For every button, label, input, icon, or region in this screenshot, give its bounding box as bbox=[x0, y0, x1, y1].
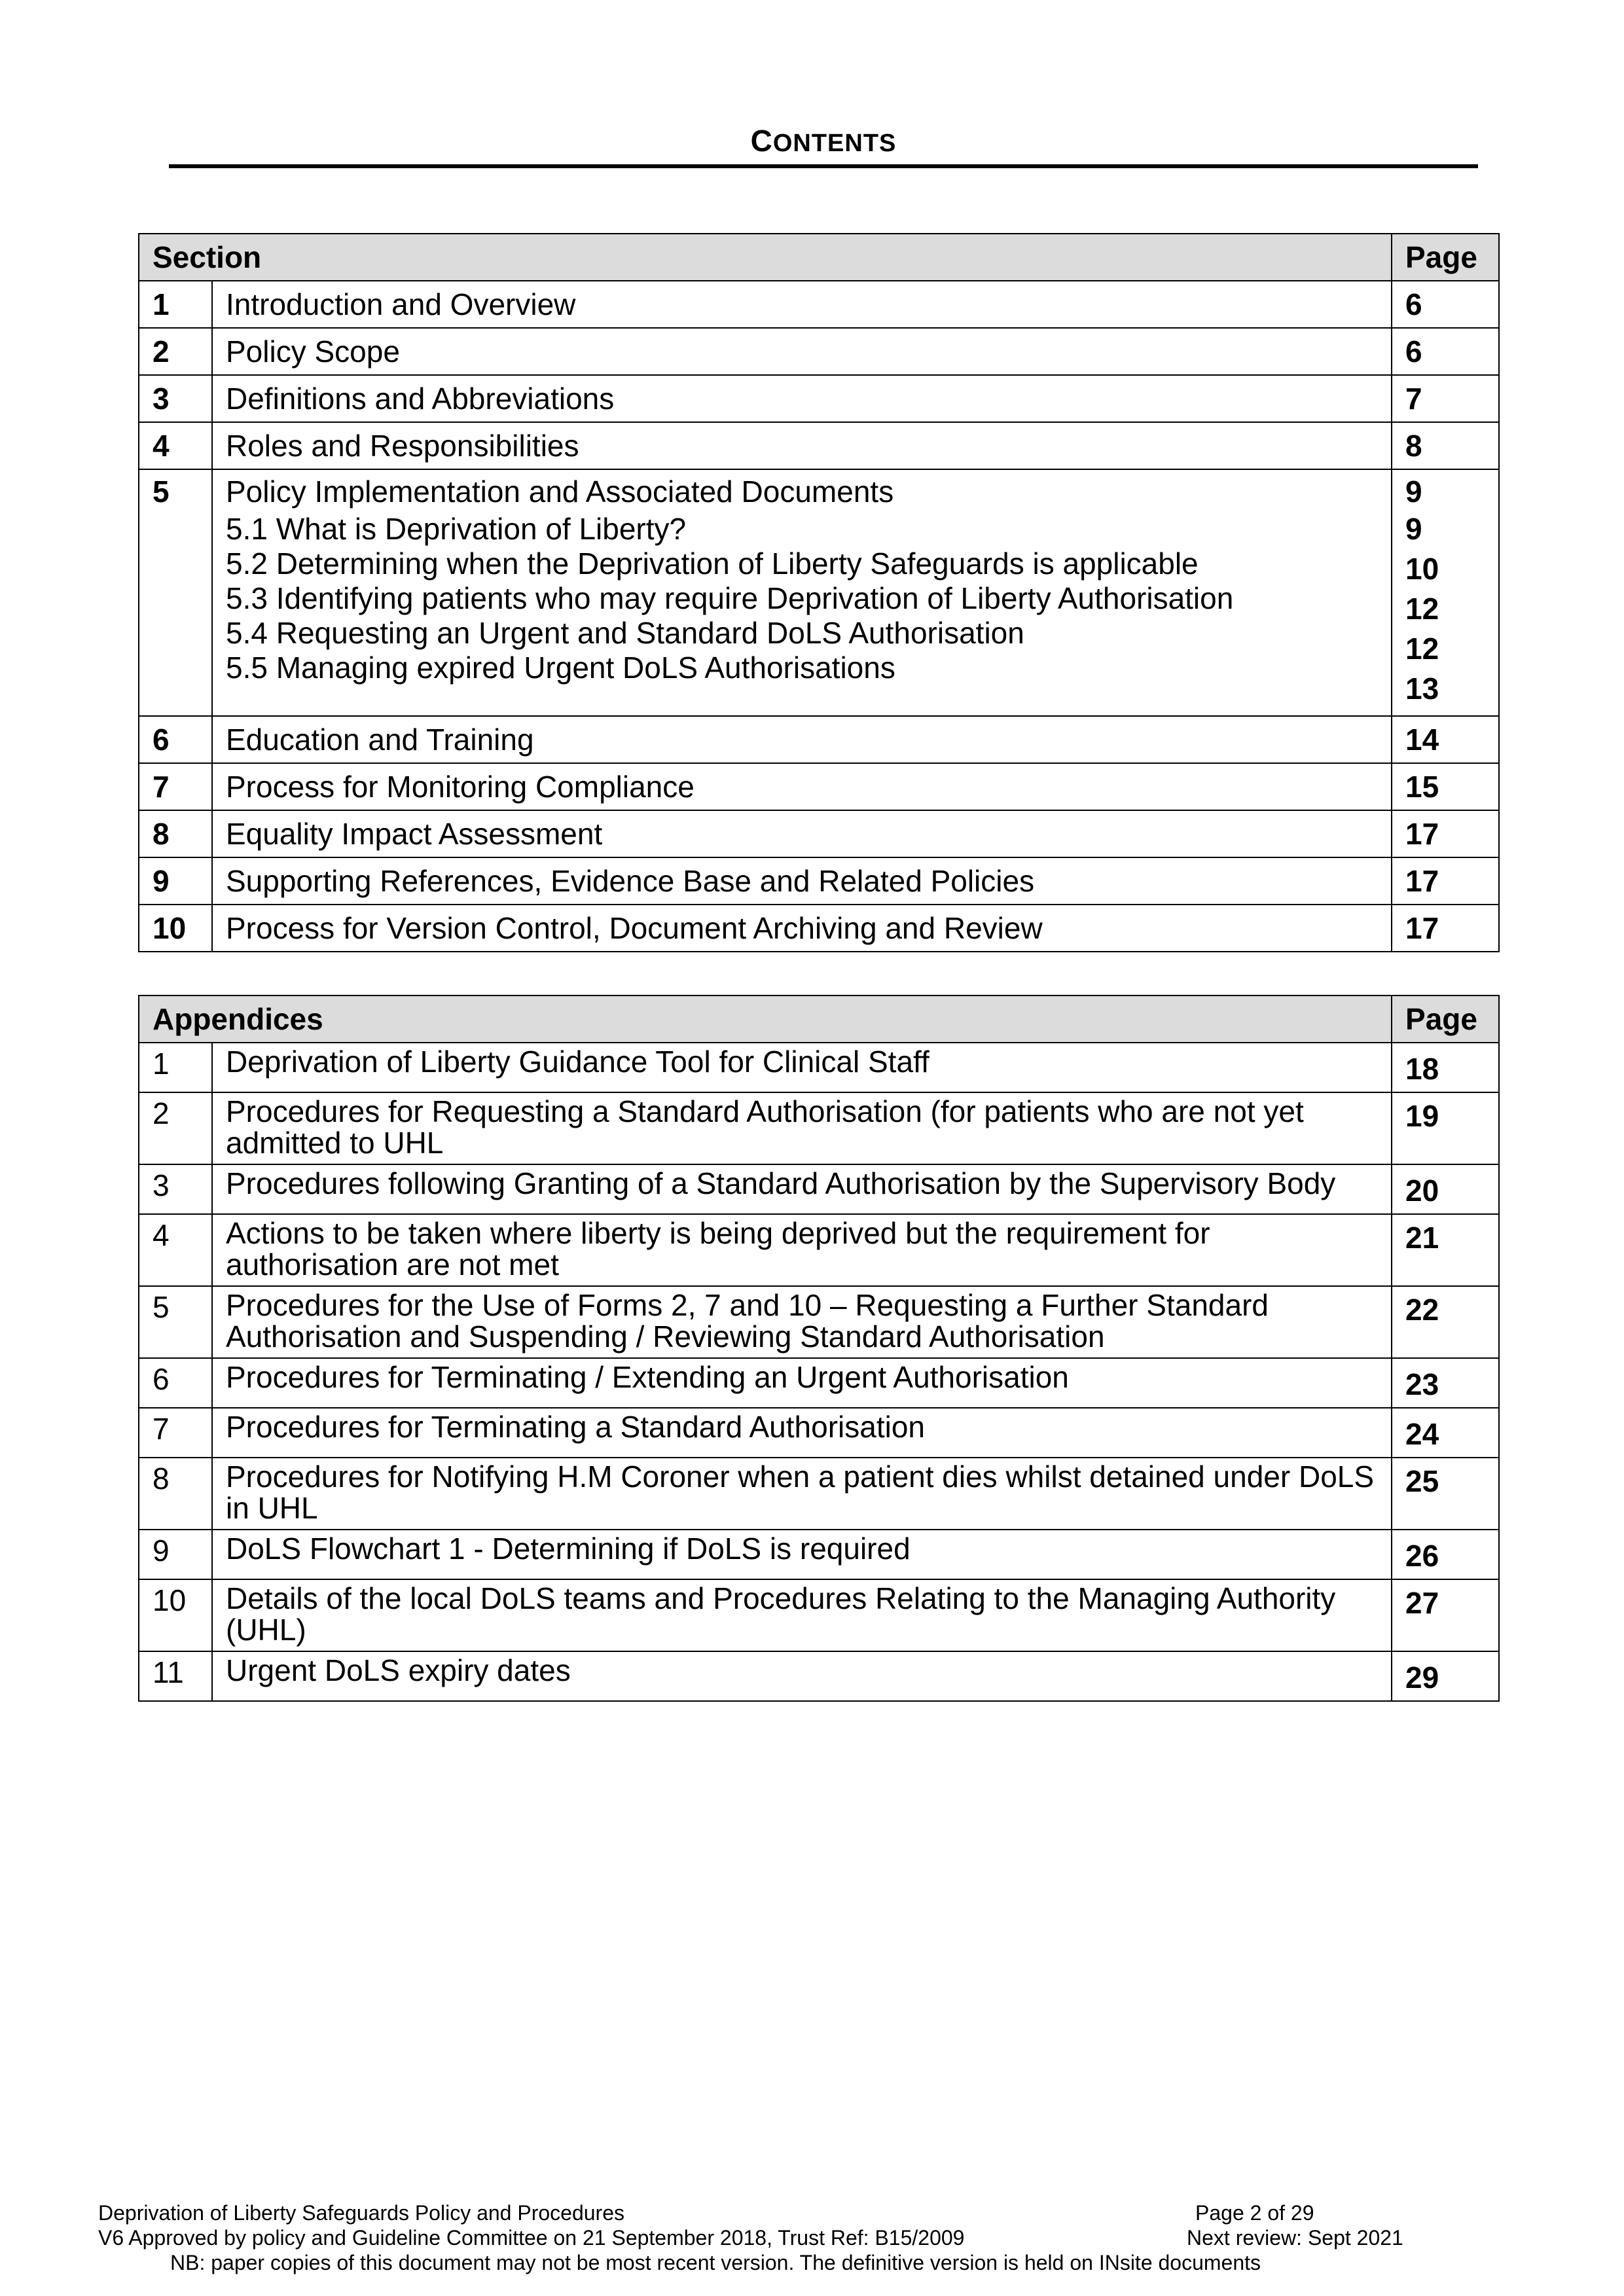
section-title: Policy Implementation and Associated Documents bbox=[226, 475, 894, 509]
section-number: 10 bbox=[139, 905, 212, 952]
page-footer bbox=[98, 2200, 1538, 2275]
table-row bbox=[139, 422, 1499, 469]
section-page: 15 bbox=[1392, 763, 1499, 810]
footer-doc-title: Deprivation of Liberty Safeguards Policy and Procedures bbox=[98, 2201, 624, 2225]
section-title: Process for Version Control, Document Archiving and Review bbox=[212, 905, 1392, 952]
sections-header-row bbox=[139, 234, 1499, 281]
footer-page-info: Page 2 of 29 bbox=[1195, 2201, 1314, 2225]
appendix-page: 29 bbox=[1392, 1651, 1499, 1701]
appendix-page: 19 bbox=[1392, 1092, 1499, 1164]
section-page: 17 bbox=[1392, 857, 1499, 905]
section-number: 4 bbox=[139, 422, 212, 469]
table-row bbox=[139, 1092, 1499, 1164]
section-page: 6 bbox=[1392, 281, 1499, 328]
subsection-page: 13 bbox=[1405, 672, 1439, 706]
table-row bbox=[139, 1530, 1499, 1579]
subsection-title: 5.4 Requesting an Urgent and Standard DoLS Authorisation bbox=[226, 616, 1024, 650]
appendix-title: Procedures for Terminating / Extending an Urgent Authorisation bbox=[212, 1358, 1392, 1408]
table-row bbox=[139, 763, 1499, 810]
footer-approval: V6 Approved by policy and Guideline Committee on 21 September 2018, Trust Ref: B15/2009 bbox=[98, 2226, 965, 2250]
appendix-page: 18 bbox=[1392, 1043, 1499, 1092]
table-row bbox=[139, 1164, 1499, 1214]
appendix-title: Details of the local DoLS teams and Procedures Relating to the Managing Authority (UHL) bbox=[212, 1579, 1392, 1651]
table-row bbox=[139, 716, 1499, 763]
page-column-header: Page bbox=[1392, 234, 1499, 281]
section-number: 6 bbox=[139, 716, 212, 763]
section-title: Process for Monitoring Compliance bbox=[212, 763, 1392, 810]
section-title: Roles and Responsibilities bbox=[212, 422, 1392, 469]
section-page: 17 bbox=[1392, 810, 1499, 857]
appendix-number: 7 bbox=[139, 1408, 212, 1458]
table-row bbox=[139, 1286, 1499, 1358]
table-row bbox=[139, 1214, 1499, 1286]
section-page: 9 bbox=[1405, 475, 1422, 509]
appendix-title: Procedures for Terminating a Standard Authorisation bbox=[212, 1408, 1392, 1458]
section-page: 8 bbox=[1392, 422, 1499, 469]
appendix-number: 2 bbox=[139, 1092, 212, 1164]
appendix-number: 10 bbox=[139, 1579, 212, 1651]
page-title: CONTENTS bbox=[750, 124, 897, 158]
appendix-number: 9 bbox=[139, 1530, 212, 1579]
appendix-page: 21 bbox=[1392, 1214, 1499, 1286]
table-row bbox=[139, 1579, 1499, 1651]
table-row bbox=[139, 469, 1499, 716]
appendix-title: Urgent DoLS expiry dates bbox=[212, 1651, 1392, 1701]
section-page: 14 bbox=[1392, 716, 1499, 763]
subsection-title: 5.2 Determining when the Deprivation of Liberty Safeguards is applicable bbox=[226, 547, 1199, 581]
appendix-number: 11 bbox=[139, 1651, 212, 1701]
subsection-page: 10 bbox=[1405, 552, 1439, 586]
section-title: Equality Impact Assessment bbox=[212, 810, 1392, 857]
section-number: 3 bbox=[139, 375, 212, 422]
appendix-number: 6 bbox=[139, 1358, 212, 1408]
section-page: 17 bbox=[1392, 905, 1499, 952]
appendices-column-header: Appendices bbox=[139, 996, 1392, 1043]
subsection-title: 5.5 Managing expired Urgent DoLS Authorisations bbox=[226, 651, 895, 685]
section-page-list bbox=[1392, 469, 1499, 716]
appendix-title: Deprivation of Liberty Guidance Tool for Clinical Staff bbox=[212, 1043, 1392, 1092]
subsection-title: 5.1 What is Deprivation of Liberty? bbox=[226, 512, 687, 546]
appendix-page: 22 bbox=[1392, 1286, 1499, 1358]
appendix-number: 3 bbox=[139, 1164, 212, 1214]
table-row bbox=[139, 375, 1499, 422]
appendix-title: Procedures for Requesting a Standard Authorisation (for patients who are not yet admitted to UHL bbox=[212, 1092, 1392, 1164]
section-title: Definitions and Abbreviations bbox=[212, 375, 1392, 422]
section-page: 6 bbox=[1392, 328, 1499, 375]
table-row bbox=[139, 328, 1499, 375]
appendix-title: Procedures for Notifying H.M Coroner when a patient dies whilst detained under DoLS in UHL bbox=[212, 1458, 1392, 1530]
appendices-table bbox=[138, 995, 1500, 1702]
table-row bbox=[139, 1458, 1499, 1530]
appendix-page: 24 bbox=[1392, 1408, 1499, 1458]
subsection-page: 9 bbox=[1405, 512, 1422, 546]
sections-table bbox=[138, 233, 1500, 952]
subsection-page: 12 bbox=[1405, 592, 1439, 626]
page-column-header: Page bbox=[1392, 996, 1499, 1043]
footer-note: NB: paper copies of this document may not be most recent version. The definitive version is held on INsite documents bbox=[170, 2251, 1261, 2274]
table-row bbox=[139, 810, 1499, 857]
table-row bbox=[139, 1358, 1499, 1408]
section-title: Policy Scope bbox=[212, 328, 1392, 375]
table-row bbox=[139, 905, 1499, 952]
table-row bbox=[139, 1651, 1499, 1701]
title-rule bbox=[169, 164, 1478, 168]
section-page: 7 bbox=[1392, 375, 1499, 422]
table-row bbox=[139, 857, 1499, 905]
section-number: 2 bbox=[139, 328, 212, 375]
appendix-page: 27 bbox=[1392, 1579, 1499, 1651]
appendix-number: 8 bbox=[139, 1458, 212, 1530]
section-number: 5 bbox=[139, 469, 212, 716]
appendices-header-row bbox=[139, 996, 1499, 1043]
appendix-page: 20 bbox=[1392, 1164, 1499, 1214]
footer-next-review: Next review: Sept 2021 bbox=[1187, 2226, 1403, 2250]
table-row bbox=[139, 281, 1499, 328]
appendix-number: 1 bbox=[139, 1043, 212, 1092]
section-number: 9 bbox=[139, 857, 212, 905]
appendix-title: Procedures for the Use of Forms 2, 7 and 10 – Requesting a Further Standard Authorisation and Suspending / Reviewing Standard Authorisation bbox=[212, 1286, 1392, 1358]
subsection-page: 12 bbox=[1405, 632, 1439, 666]
section-title: Education and Training bbox=[212, 716, 1392, 763]
section-title: Introduction and Overview bbox=[212, 281, 1392, 328]
table-row bbox=[139, 1408, 1499, 1458]
section-number: 8 bbox=[139, 810, 212, 857]
appendix-page: 23 bbox=[1392, 1358, 1499, 1408]
subsection-list bbox=[226, 512, 1378, 685]
appendix-title: Procedures following Granting of a Standard Authorisation by the Supervisory Body bbox=[212, 1164, 1392, 1214]
section-number: 7 bbox=[139, 763, 212, 810]
appendix-title: Actions to be taken where liberty is being deprived but the requirement for authorisation are not met bbox=[212, 1214, 1392, 1286]
table-row bbox=[139, 1043, 1499, 1092]
appendix-title: DoLS Flowchart 1 - Determining if DoLS is required bbox=[212, 1530, 1392, 1579]
subsection-title: 5.3 Identifying patients who may require Deprivation of Liberty Authorisation bbox=[226, 581, 1234, 615]
section-title-cell bbox=[212, 469, 1392, 716]
appendix-number: 4 bbox=[139, 1214, 212, 1286]
appendix-page: 26 bbox=[1392, 1530, 1499, 1579]
appendix-number: 5 bbox=[139, 1286, 212, 1358]
appendix-page: 25 bbox=[1392, 1458, 1499, 1530]
section-number: 1 bbox=[139, 281, 212, 328]
section-column-header: Section bbox=[139, 234, 1392, 281]
section-title: Supporting References, Evidence Base and Related Policies bbox=[212, 857, 1392, 905]
